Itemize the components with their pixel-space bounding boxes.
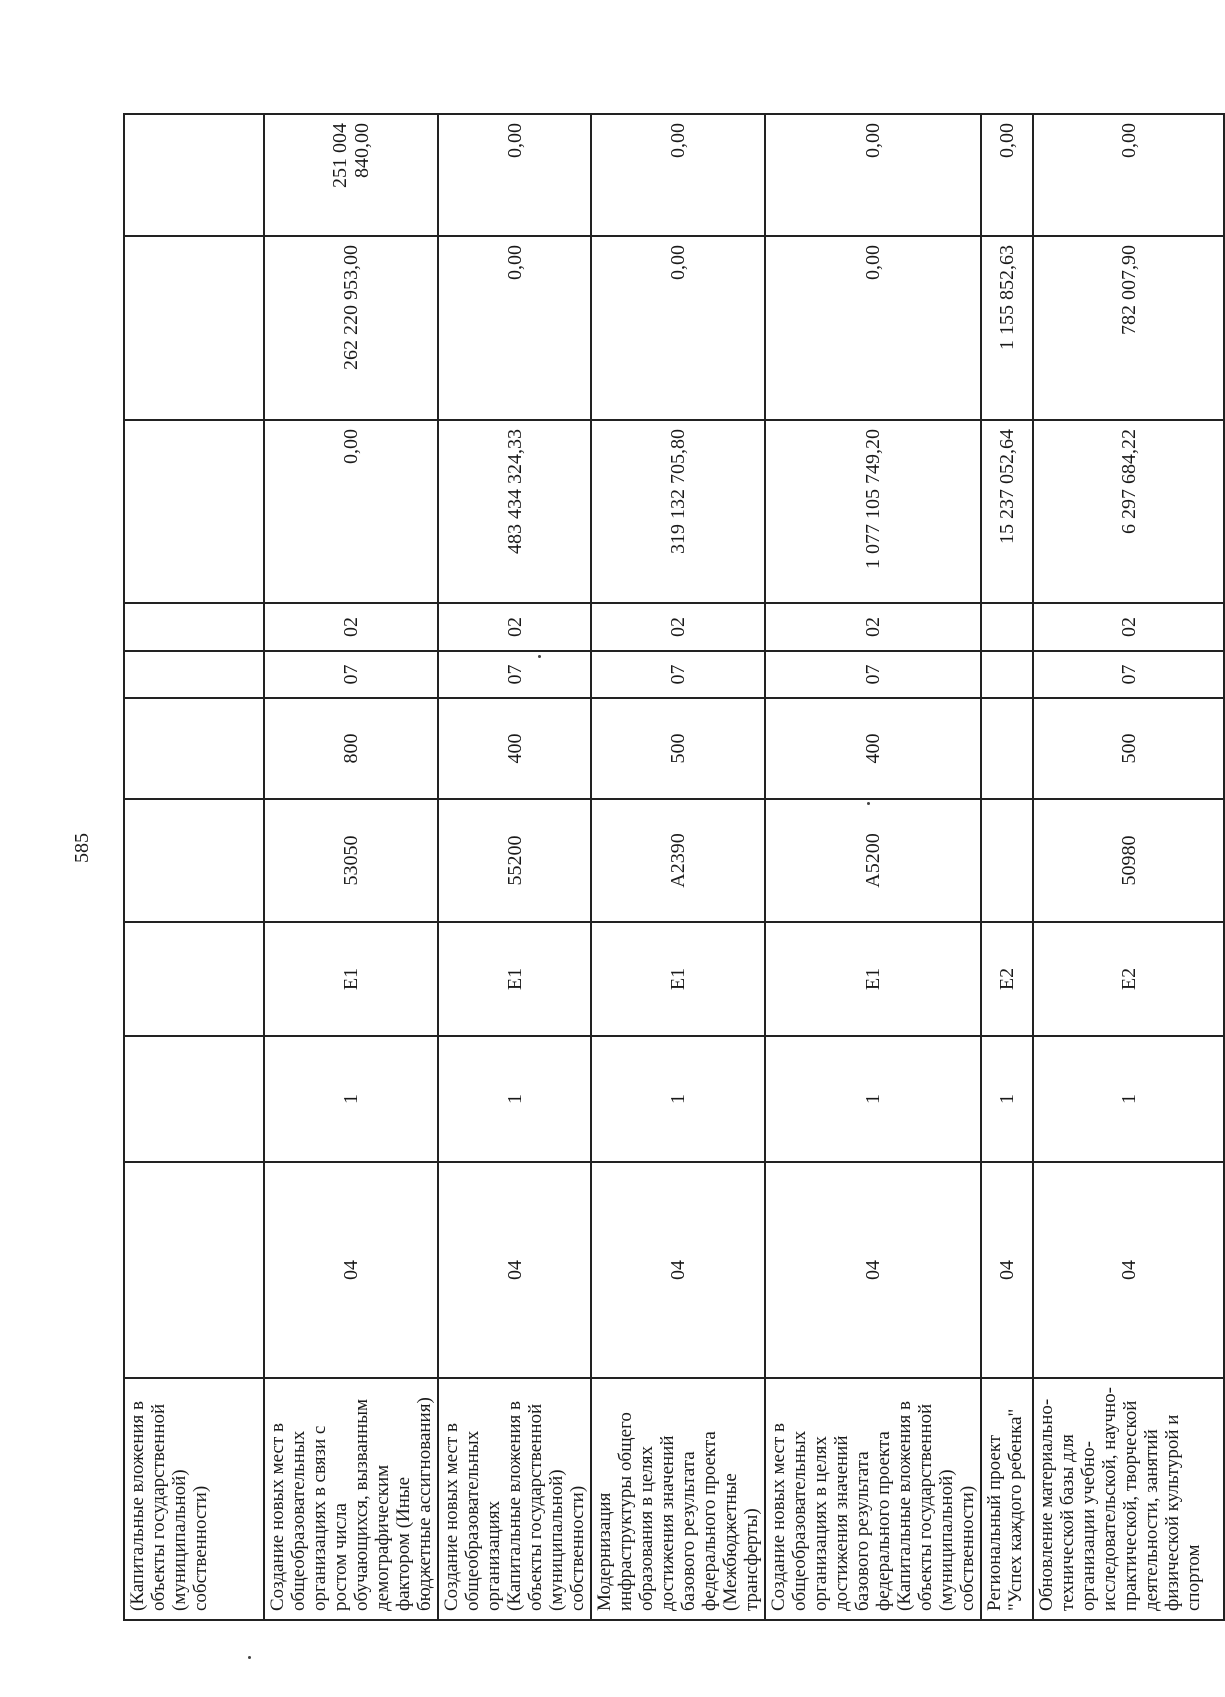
cell-code3: E2 [981,922,1033,1036]
table-body [124,114,1224,1620]
cell-amount2 [124,236,264,420]
cell-code3: E2 [1033,922,1224,1036]
cell-code4: 55200 [438,799,591,922]
cell-amount2: 1 155 852,63 [981,236,1033,420]
cell-code6: 07 [264,651,438,698]
cell-code4: A5200 [765,799,981,922]
cell-code3 [124,922,264,1036]
scan-speck [867,802,870,805]
row-description: Создание новых мест в общеобразовательных организациях в целях достижения значений базового результата федерального проекта (Капитальные вложения в объекты государственной (муниципальной) собственности) [765,1378,981,1620]
cell-amount1: 1 077 105 749,20 [765,420,981,603]
cell-amount1 [124,420,264,603]
cell-code6: 07 [438,651,591,698]
cell-code6: 07 [1033,651,1224,698]
budget-table [123,113,1225,1621]
table-row [1033,114,1224,1620]
cell-code3: E1 [591,922,765,1036]
table-row [981,114,1033,1620]
cell-code2: 1 [591,1036,765,1162]
cell-code4 [124,799,264,922]
cell-code2: 1 [264,1036,438,1162]
scan-speck [248,1656,251,1659]
cell-code5 [981,698,1033,799]
cell-amount3: 0,00 [765,114,981,236]
cell-code2: 1 [438,1036,591,1162]
table-row [264,114,438,1620]
cell-code4: 50980 [1033,799,1224,922]
cell-amount3 [124,114,264,236]
table-row [124,114,264,1620]
cell-code4 [981,799,1033,922]
cell-code7: 02 [438,603,591,651]
cell-code7: 02 [264,603,438,651]
cell-amount3: 0,00 [438,114,591,236]
cell-amount2: 0,00 [438,236,591,420]
cell-code7: 02 [765,603,981,651]
cell-code3: E1 [438,922,591,1036]
cell-amount1: 483 434 324,33 [438,420,591,603]
scan-speck [538,655,541,658]
cell-code2: 1 [1033,1036,1224,1162]
cell-code2: 1 [981,1036,1033,1162]
cell-amount1: 15 237 052,64 [981,420,1033,603]
row-description: Модернизация инфраструктуры общего образования в целях достижения значений базового результата федерального проекта (Межбюджетные трансферты) [591,1378,765,1620]
cell-code7 [981,603,1033,651]
cell-code1: 04 [1033,1162,1224,1378]
cell-code5: 400 [765,698,981,799]
cell-code4: A2390 [591,799,765,922]
cell-amount1: 0,00 [264,420,438,603]
cell-amount3: 0,00 [981,114,1033,236]
cell-amount1: 6 297 684,22 [1033,420,1224,603]
table-row [438,114,591,1620]
cell-code1: 04 [438,1162,591,1378]
cell-code3: E1 [765,922,981,1036]
cell-code7: 02 [591,603,765,651]
cell-amount2: 0,00 [765,236,981,420]
cell-code2 [124,1036,264,1162]
cell-amount1: 319 132 705,80 [591,420,765,603]
cell-code6 [124,651,264,698]
table-row [765,114,981,1620]
cell-code5: 400 [438,698,591,799]
page-number: 585 [71,833,93,863]
row-description: Создание новых мест в общеобразовательных организациях (Капитальные вложения в объекты государственной (муниципальной) собственности) [438,1378,591,1620]
cell-amount3: 251 004 840,00 [264,114,438,236]
cell-code5 [124,698,264,799]
cell-amount3: 0,00 [1033,114,1224,236]
cell-code6: 07 [591,651,765,698]
cell-amount2: 0,00 [591,236,765,420]
budget-table-rotated [123,115,1204,1621]
cell-code6: 07 [765,651,981,698]
cell-code5: 500 [1033,698,1224,799]
cell-code7 [124,603,264,651]
cell-code4: 53050 [264,799,438,922]
row-description: Региональный проект "Успех каждого ребенка" [981,1378,1033,1620]
cell-code7: 02 [1033,603,1224,651]
cell-code1: 04 [591,1162,765,1378]
cell-code6 [981,651,1033,698]
table-row [591,114,765,1620]
cell-code1 [124,1162,264,1378]
cell-code1: 04 [264,1162,438,1378]
row-description: (Капитальные вложения в объекты государственной (муниципальной) собственности) [124,1378,264,1620]
cell-code3: E1 [264,922,438,1036]
cell-code5: 500 [591,698,765,799]
cell-amount2: 782 007,90 [1033,236,1224,420]
cell-code1: 04 [981,1162,1033,1378]
row-description: Обновление материально-технической базы для организации учебно-исследовательской, научно-практической, творческой деятельности, занятий физической культурой и спортом [1033,1378,1224,1620]
cell-code1: 04 [765,1162,981,1378]
cell-amount2: 262 220 953,00 [264,236,438,420]
cell-amount3: 0,00 [591,114,765,236]
cell-code2: 1 [765,1036,981,1162]
row-description: Создание новых мест в общеобразовательных организациях в связи с ростом числа обучающихся, вызванным демографическим фактором (Иные бюджетные ассигнования) [264,1378,438,1620]
cell-code5: 800 [264,698,438,799]
